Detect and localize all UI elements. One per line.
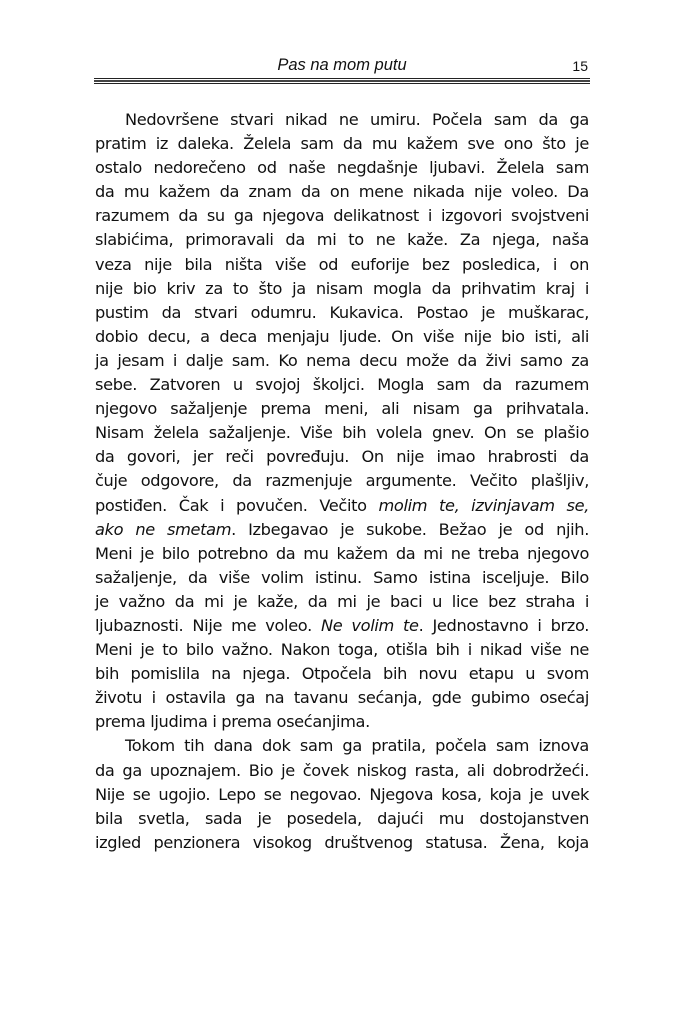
page-header [94, 55, 590, 77]
header-rule-line [94, 78, 590, 79]
text-segment: dobio decu, a deca menjaju ljude. On više nije bio isti, ali [95, 326, 589, 346]
text-segment: slabićima, primoravali da mi to ne kaže. Za njega, naša [95, 230, 589, 250]
text-line [95, 638, 589, 662]
text-segment: Tokom tih dana dok sam ga pratila, počela sam iznova [125, 736, 589, 756]
text-segment: postiđen. Čak i povučen. Večito [95, 495, 379, 515]
text-segment: da ga upoznajem. Bio je čovek niskog rasta, ali dobrodržeći. [95, 760, 589, 780]
text-segment: . Izbegavao je sukobe. Bežao je od njih. [231, 519, 589, 539]
text-line [95, 204, 589, 228]
text-segment: pustim da stvari odumru. Kukavica. Postao je muškarac, [95, 302, 589, 322]
text-line [95, 542, 589, 566]
text-line [95, 156, 589, 180]
text-line [95, 445, 589, 469]
text-line [95, 421, 589, 445]
text-line [95, 590, 589, 614]
text-line [95, 373, 589, 397]
text-segment: sebe. Zatvoren u svojoj školjci. Mogla sam da razumem [95, 375, 589, 395]
page-number: 15 [572, 58, 588, 74]
text-line [95, 734, 589, 758]
text-segment: ostalo nedorečeno od naše negdašnje ljubavi. Želela sam [95, 158, 589, 178]
text-segment: Nije se ugojio. Lepo se negovao. Njegova kosa, koja je uvek [95, 784, 589, 804]
text-line [95, 783, 589, 807]
text-line [95, 831, 589, 855]
text-segment: ljubaznosti. Nije me voleo. [95, 615, 321, 635]
text-line [95, 277, 589, 301]
body-text [95, 108, 589, 855]
text-segment: njegovo sažaljenje prema meni, ali nisam ga prihvatala. [95, 399, 589, 419]
text-line [95, 228, 589, 252]
text-segment: nije bio kriv za to što ja nisam mogla da prihvatim kraj i [95, 278, 589, 298]
text-segment: izgled penzionera visokog društvenog statusa. Žena, koja [95, 832, 589, 852]
text-segment: Meni je bilo potrebno da mu kažem da mi ne treba njegovo [95, 543, 589, 563]
header-rule [94, 78, 590, 84]
text-line [95, 518, 589, 542]
text-segment: veza nije bila ništa više od euforije bez posledica, i on [95, 254, 589, 274]
text-segment: da govori, jer reči povređuju. On nije imao hrabrosti da [95, 447, 589, 467]
text-line [95, 807, 589, 831]
text-segment: prema ljudima i prema osećanjima. [95, 712, 370, 732]
text-line [95, 349, 589, 373]
text-line [95, 132, 589, 156]
header-rule-line [94, 80, 590, 82]
text-segment: čuje odgovore, da razmenjuje argumente. Večito plašljiv, [95, 471, 589, 491]
text-line [95, 566, 589, 590]
text-segment: ja jesam i dalje sam. Ko nema decu može da živi samo za [95, 350, 589, 370]
text-segment: Meni je to bilo važno. Nakon toga, otišla bih i nikad više ne [95, 640, 589, 660]
text-line [95, 397, 589, 421]
paragraph [95, 108, 589, 734]
italic-text: ako ne smetam [95, 519, 232, 539]
text-segment: životu i ostavila ga na tavanu sećanja, gde gubimo osećaj [95, 688, 589, 708]
text-line [95, 662, 589, 686]
running-title: Pas na mom putu [277, 56, 407, 74]
header-rule-line [94, 83, 590, 84]
text-segment: bih pomislila na njega. Otpočela bih novu etapu u svom [95, 664, 589, 684]
paragraph [95, 734, 589, 854]
text-segment: . Jednostavno i brzo. [418, 615, 590, 635]
text-segment: pratim iz daleka. Želela sam da mu kažem sve ono što je [95, 134, 589, 154]
text-line [95, 710, 589, 734]
text-line [95, 108, 589, 132]
text-line [95, 253, 589, 277]
text-line [95, 325, 589, 349]
text-line [95, 614, 589, 638]
text-segment: je važno da mi je kaže, da mi je baci u lice bez straha i [95, 591, 589, 611]
text-segment: sažaljenje, da više volim istinu. Samo istina isceljuje. Bilo [95, 567, 589, 587]
italic-text: Ne volim te [320, 615, 419, 635]
text-line [95, 180, 589, 204]
text-segment: razumem da su ga njegova delikatnost i izgovori svojstveni [95, 206, 589, 226]
text-line [95, 301, 589, 325]
text-segment: bila svetla, sada je posedela, dajući mu dostojanstven [95, 808, 589, 828]
text-segment: Nisam želela sažaljenje. Više bih volela gnev. On se plašio [95, 423, 589, 443]
italic-text: molim te, izvinjavam se, [378, 495, 589, 515]
text-line [95, 469, 589, 493]
text-line [95, 686, 589, 710]
text-line [95, 759, 589, 783]
text-line [95, 494, 589, 518]
text-segment: da mu kažem da znam da on mene nikada nije voleo. Da [95, 182, 589, 202]
text-segment: Nedovršene stvari nikad ne umiru. Počela sam da ga [125, 110, 589, 129]
